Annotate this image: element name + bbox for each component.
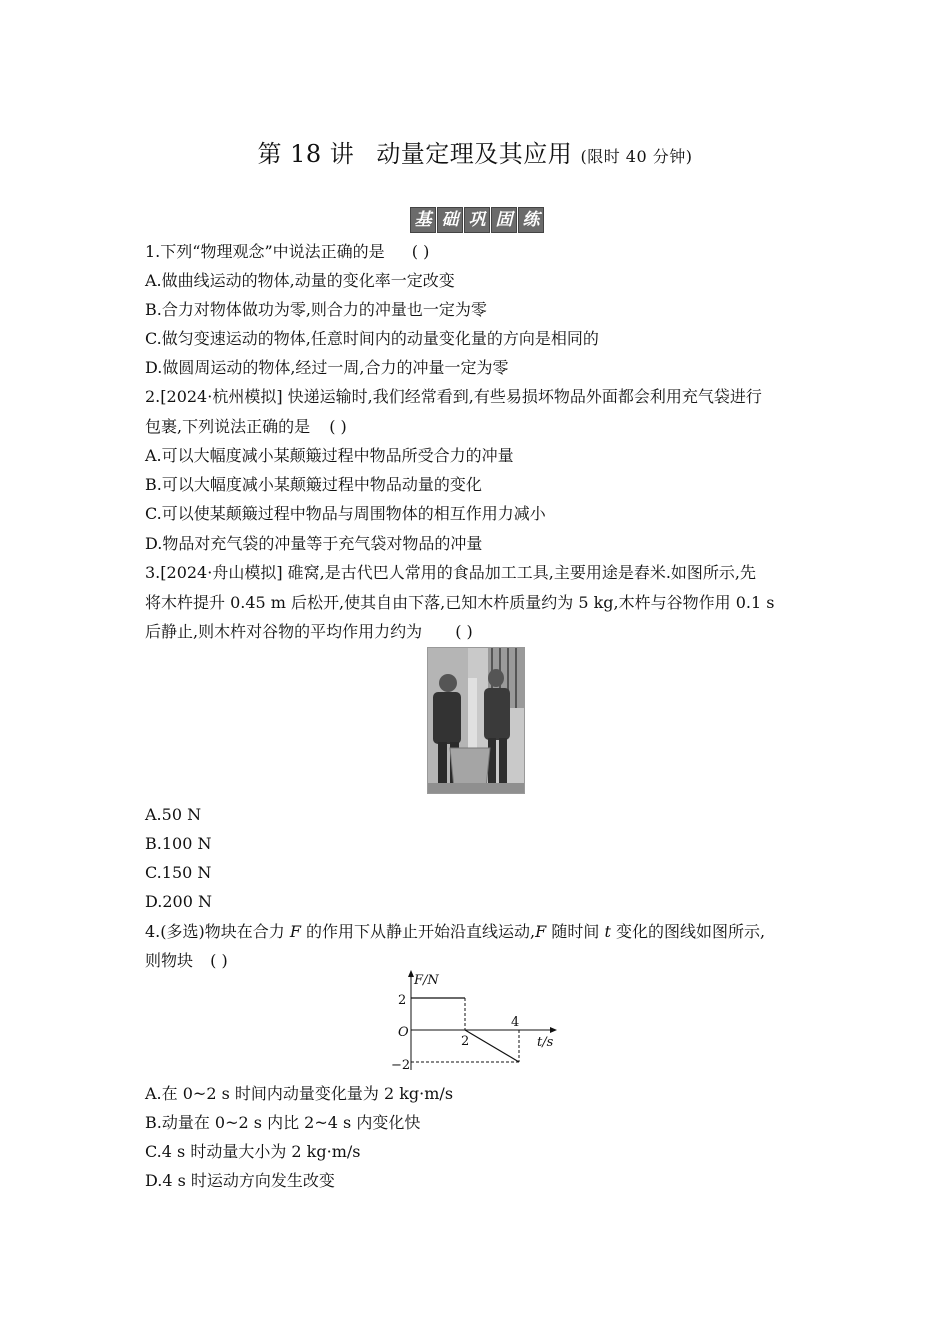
q4-stem-line1: 4.(多选)物块在合力 F 的作用下从静止开始沿直线运动,F 随时间 t 变化的图线如图所示, [145,922,766,941]
q1-option-c: C.做匀变速运动的物体,任意时间内的动量变化量的方向是相同的 [145,329,599,348]
section-badge [410,207,544,233]
q3-option-b: B.100 N [145,834,212,853]
page-title [0,134,950,169]
q3-option-a: A.50 N [145,805,202,824]
y-axis-label: F/N [414,973,439,988]
q1-option-a: A.做曲线运动的物体,动量的变化率一定改变 [145,271,455,290]
y-tick-label: −2 [391,1058,411,1073]
mortar-photo [427,647,525,794]
q3-stem-line3: 后静止,则木杵对谷物的平均作用力约为 ( ) [145,622,473,641]
lesson-topic: 动量定理及其应用 [376,140,573,168]
q4-stem-line2: 则物块 ( ) [145,951,228,970]
q3-stem-line1: 3.[2024·舟山模拟] 碓窝,是古代巴人常用的食品加工工具,主要用途是舂米.如图所示,先 [145,563,756,582]
badge-char: 固 [491,207,517,233]
x-axis-arrow [550,1027,557,1033]
q2-stem-line2: 包裹,下列说法正确的是 ( ) [145,417,347,436]
x-axis-label: t/s [537,1035,554,1050]
lesson-number: 第 18 讲 [257,140,355,168]
q2-option-c: C.可以使某颠簸过程中物品与周围物体的相互作用力减小 [145,504,546,523]
q2-stem-line1: 2.[2024·杭州模拟] 快递运输时,我们经常看到,有些易损坏物品外面都会利用充气袋进行 [145,387,762,406]
q1-option-b: B.合力对物体做功为零,则合力的冲量也一定为零 [145,300,487,319]
q4-option-d: D.4 s 时运动方向发生改变 [145,1171,335,1190]
answer-bracket: ( ) [210,951,228,970]
q1-option-d: D.做圆周运动的物体,经过一周,合力的冲量一定为零 [145,358,509,377]
badge-char: 巩 [464,207,490,233]
q2-option-a: A.可以大幅度减小某颠簸过程中物品所受合力的冲量 [145,446,514,465]
q4-option-c: C.4 s 时动量大小为 2 kg·m/s [145,1142,361,1161]
q3-option-d: D.200 N [145,892,212,911]
answer-bracket: ( ) [411,242,430,261]
origin-label: O [398,1025,409,1040]
answer-bracket: ( ) [329,417,347,436]
y-tick-label: 2 [398,993,407,1008]
badge-char: 练 [518,207,544,233]
q2-option-d: D.物品对充气袋的冲量等于充气袋对物品的冲量 [145,534,483,553]
answer-bracket: ( ) [455,622,473,641]
q3-option-c: C.150 N [145,863,212,882]
q3-stem-line2: 将木杵提升 0.45 m 后松开,使其自由下落,已知木杵质量约为 5 kg,木杵与谷物作用 0.1 s [145,593,775,612]
q4-option-b: B.动量在 0~2 s 内比 2~4 s 内变化快 [145,1113,421,1132]
time-limit: (限时 40 分钟) [580,147,693,166]
q1-stem: 1.下列“物理观念”中说法正确的是 ( ) [145,242,430,261]
x-tick-label: 4 [511,1015,520,1030]
badge-char: 础 [437,207,463,233]
badge-char: 基 [410,207,436,233]
x-tick-label: 2 [461,1034,470,1049]
force-time-graph [385,968,565,1074]
q2-option-b: B.可以大幅度减小某颠簸过程中物品动量的变化 [145,475,482,494]
q4-option-a: A.在 0~2 s 时间内动量变化量为 2 kg·m/s [145,1084,454,1103]
series-segment-2 [465,1030,519,1062]
